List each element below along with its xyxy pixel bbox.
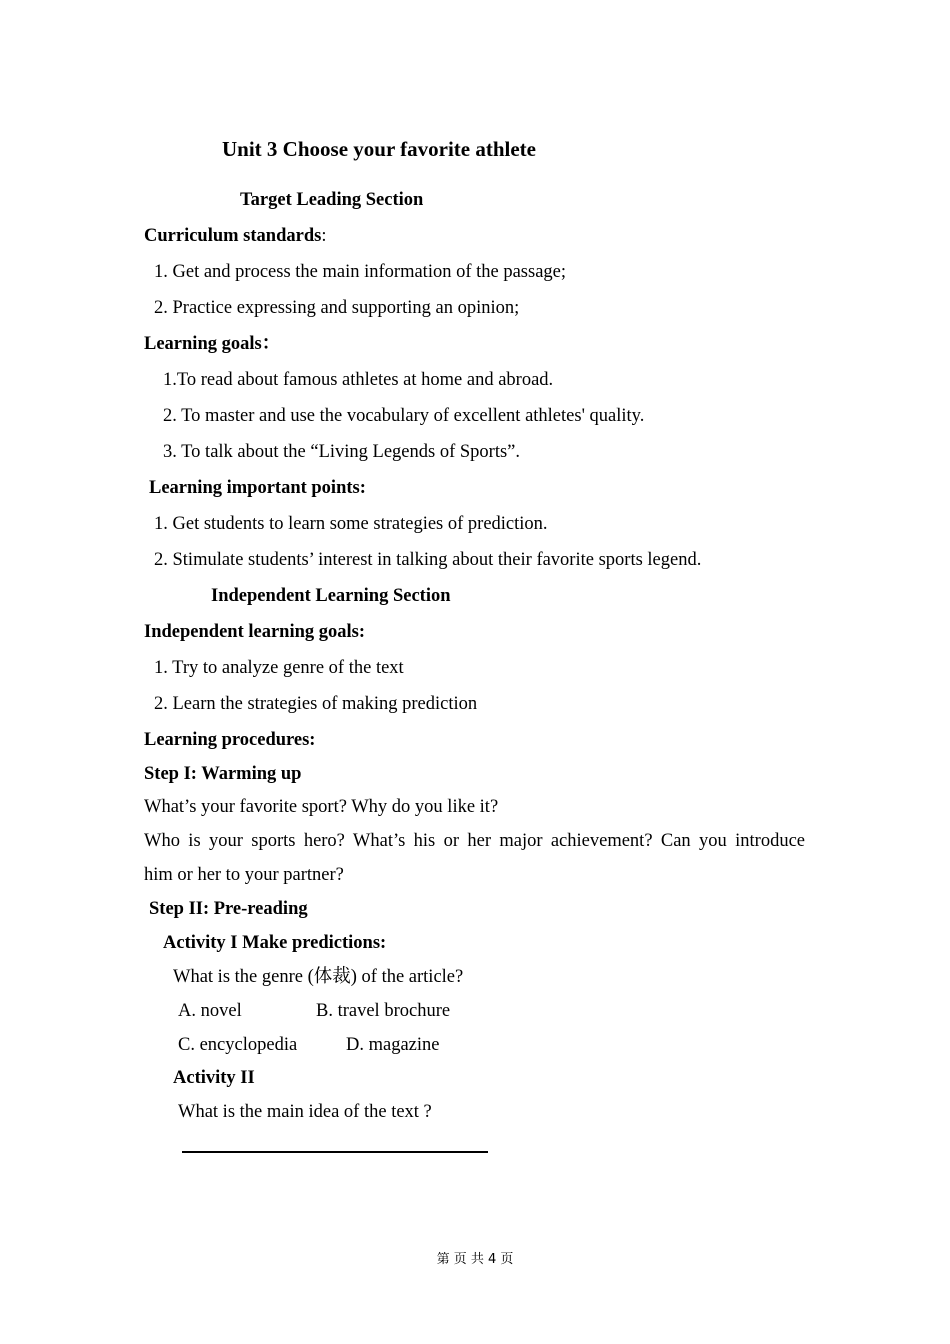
learning-goals-label: Learning goals： <box>144 334 281 354</box>
step1-question-2-line1: Who is your sports hero? What’s his or her major achievement? Can you introduce <box>144 831 805 851</box>
page-footer: 第 页 共 4 页 <box>436 1252 514 1267</box>
option-b: B. travel brochure <box>316 1001 451 1021</box>
learning-goal-item: 2. To master and use the vocabulary of excellent athletes' quality. <box>163 406 645 426</box>
independent-goal-item: 1. Try to analyze genre of the text <box>154 658 404 678</box>
target-section-heading: Target Leading Section <box>240 190 424 210</box>
learning-goal-item: 3. To talk about the “Living Legends of Sports”. <box>163 442 520 462</box>
option-d: D. magazine <box>346 1035 440 1055</box>
activity2-label: Activity II <box>173 1068 255 1088</box>
independent-section-heading: Independent Learning Section <box>211 586 451 606</box>
option-a: A. novel <box>178 1001 242 1021</box>
independent-goals-label: Independent learning goals: <box>144 622 366 642</box>
curriculum-item: 2. Practice expressing and supporting an opinion; <box>154 298 520 318</box>
step1-label: Step I: Warming up <box>144 764 302 784</box>
curriculum-colon: : <box>321 226 327 246</box>
learning-goal-item: 1.To read about famous athletes at home and abroad. <box>163 370 554 390</box>
independent-goal-item: 2. Learn the strategies of making prediction <box>154 694 478 714</box>
activity1-label: Activity I Make predictions: <box>163 933 387 953</box>
answer-blank-line <box>182 1151 488 1153</box>
option-c: C. encyclopedia <box>178 1035 298 1055</box>
step1-question-1: What’s your favorite sport? Why do you like it? <box>144 797 499 817</box>
curriculum-item: 1. Get and process the main information of the passage; <box>154 262 567 282</box>
important-point-item: 1. Get students to learn some strategies of prediction. <box>154 514 548 534</box>
activity1-question: What is the genre (体裁) of the article? <box>173 967 464 987</box>
curriculum-standards-label: Curriculum standards <box>144 226 322 246</box>
important-point-item: 2. Stimulate students’ interest in talking about their favorite sports legend. <box>154 550 702 570</box>
curriculum-standards-heading <box>144 225 326 247</box>
important-points-label: Learning important points: <box>149 478 366 498</box>
step1-question-2-line2: him or her to your partner? <box>144 865 344 885</box>
learning-procedures-label: Learning procedures: <box>144 730 316 750</box>
activity2-question: What is the main idea of the text ? <box>178 1102 432 1122</box>
document-title: Unit 3 Choose your favorite athlete <box>222 137 536 161</box>
step2-label: Step II: Pre-reading <box>149 899 308 919</box>
